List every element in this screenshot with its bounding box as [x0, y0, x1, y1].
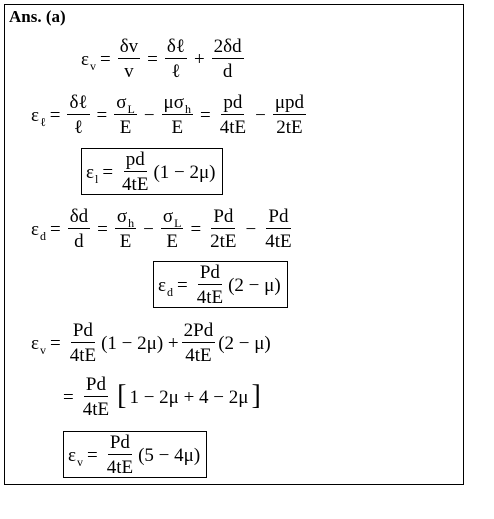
eq1-fraction-2: $\frac{\text{δℓ}}{\text{ℓ}}$ [166, 36, 185, 82]
eq2-fraction-2: $\frac{\sigma_L}{E}$ [116, 92, 135, 138]
equation-longitudinal-strain: $\varepsilon_\ell$ = $\frac{\text{δℓ}}{\text{ℓ}}$ = $\frac{\sigma_L}{E}$ − $\frac{\mu\sigma_h}{E}$ = $\frac{pd}{4tE}$ − $\frac{\text{μpd}}{2tE}$ [31, 92, 304, 138]
eq6-lhs: $\varepsilon_v$ [31, 332, 46, 357]
eq4-fraction-3: $\frac{\sigma_L}{E}$ [162, 206, 182, 252]
eq3-fraction: $\frac{pd}{4tE}$ [122, 149, 149, 195]
equation-combined-bracket: = $\frac{Pd}{4tE}$ [ 1 − 2μ + 4 − 2μ ] [63, 374, 261, 420]
equation-volumetric-strain-definition: $\varepsilon_v$ = $\frac{\delta v}{v}$ = $\frac{\text{δℓ}}{\text{ℓ}}$ + $\frac{2\delta d}{d}$ [81, 36, 242, 82]
boxed-result-volumetric-strain: $\varepsilon_v$ = $\frac{Pd}{4tE}$ (5 − 4μ) [63, 431, 207, 478]
eq7-inner: 1 − 2μ + 4 − 2μ [129, 386, 249, 408]
answer-heading: Ans. (a) [9, 7, 66, 26]
eq7-fraction: $\frac{Pd}{4tE}$ [82, 374, 110, 420]
eq7-bracket-open: [ [117, 380, 127, 411]
eq5-fraction: $\frac{Pd}{4tE}$ [196, 262, 224, 308]
eq2-fraction-1: $\frac{\text{δℓ}}{\text{ℓ}}$ [69, 92, 88, 138]
eq2-fraction-4: $\frac{pd}{4tE}$ [219, 92, 247, 138]
eq4-fraction-2: $\frac{\sigma_h}{E}$ [116, 206, 135, 252]
eq8-lhs: $\varepsilon_v$ [68, 444, 83, 469]
eq4-fraction-1: $\frac{\delta d}{d}$ [69, 206, 89, 252]
eq8-fraction: $\frac{Pd}{4tE}$ [106, 432, 134, 478]
eq2-lhs: $\varepsilon_\ell$ [31, 104, 46, 129]
eq2-fraction-5: $\frac{\text{μpd}}{2tE}$ [274, 92, 304, 138]
eq8-factor: (5 − 4μ) [138, 444, 201, 466]
answer-panel [4, 4, 464, 485]
eq7-bracket-close: ] [251, 380, 261, 411]
eq3-lhs: $\varepsilon_l$ [86, 161, 99, 186]
boxed-result-longitudinal-strain: $\varepsilon_l$ = $\frac{pd}{4tE}$ (1 − 2μ) [81, 148, 223, 195]
eq6-term-2: (2 − μ) [218, 332, 271, 354]
equation-diametral-strain: $\varepsilon_d$ = $\frac{\delta d}{d}$ = $\frac{\sigma_h}{E}$ − $\frac{\sigma_L}{E}$ = $\frac{Pd}{2tE}$ − $\frac{Pd}{4tE}$ [31, 206, 292, 252]
eq1-lhs: $\varepsilon_v$ [81, 48, 96, 73]
equation-volumetric-strain-sum: $\varepsilon_v$ = $\frac{Pd}{4tE}$ (1 − 2μ) + $\frac{2Pd}{4tE}$ (2 − μ) [31, 320, 271, 366]
eq1-fraction-3: $\frac{2\delta d}{d}$ [213, 36, 242, 82]
eq6-fraction-1: $\frac{Pd}{4tE}$ [69, 320, 97, 366]
eq5-lhs: $\varepsilon_d$ [158, 274, 173, 299]
eq4-fraction-5: $\frac{Pd}{4tE}$ [265, 206, 292, 252]
eq4-lhs: $\varepsilon_d$ [31, 218, 46, 243]
boxed-result-diametral-strain: $\varepsilon_d$ = $\frac{Pd}{4tE}$ (2 − μ) [153, 261, 288, 308]
eq6-fraction-2: $\frac{2Pd}{4tE}$ [183, 320, 214, 366]
eq2-fraction-3: $\frac{\mu\sigma_h}{E}$ [163, 92, 191, 138]
eq1-fraction-1: $\frac{\delta v}{v}$ [119, 36, 139, 82]
eq4-fraction-4: $\frac{Pd}{2tE}$ [210, 206, 237, 252]
eq5-factor: (2 − μ) [228, 274, 281, 296]
eq6-term-1: (1 − 2μ) + [101, 332, 179, 354]
eq3-factor: (1 − 2μ) [153, 161, 216, 183]
